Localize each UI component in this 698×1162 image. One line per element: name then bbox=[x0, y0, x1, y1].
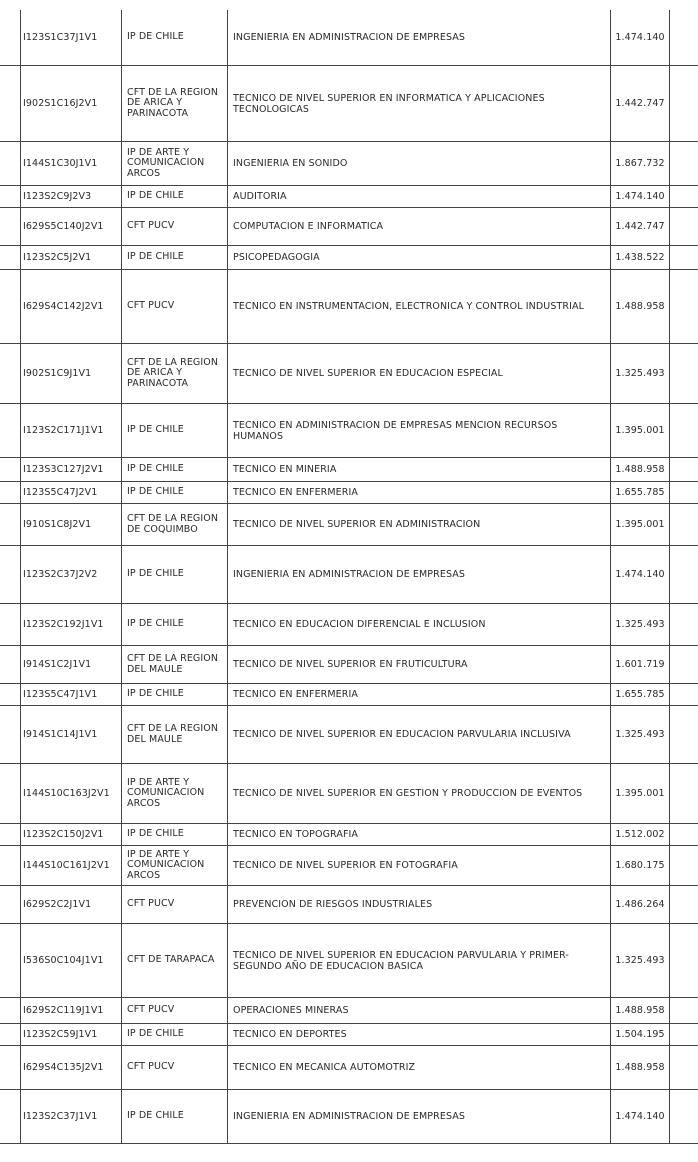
table-row bbox=[0, 764, 698, 824]
program-code: I914S1C2J1V1 bbox=[23, 659, 92, 670]
program-name: TECNICO DE NIVEL SUPERIOR EN FOTOGRAFIA bbox=[233, 860, 458, 871]
table-row bbox=[0, 706, 698, 764]
tuition-amount: 1.488.958 bbox=[615, 1005, 665, 1016]
program-code: I123S2C5J2V1 bbox=[23, 252, 92, 263]
tuition-amount: 1.325.493 bbox=[615, 955, 665, 966]
institution-name: IP DE CHILE bbox=[127, 486, 184, 498]
institution-name: CFT PUCV bbox=[127, 220, 175, 232]
program-code: I123S1C37J1V1 bbox=[23, 32, 98, 43]
table-row bbox=[0, 684, 698, 706]
tuition-amount: 1.474.140 bbox=[615, 191, 665, 202]
table-row bbox=[0, 208, 698, 246]
program-name: TECNICO DE NIVEL SUPERIOR EN GESTION Y PRODUCCION DE EVENTOS bbox=[233, 788, 583, 799]
tuition-amount: 1.504.195 bbox=[615, 1029, 665, 1040]
program-code: I629S4C142J2V1 bbox=[23, 301, 104, 312]
table-row bbox=[0, 10, 698, 66]
program-code: I629S2C2J1V1 bbox=[23, 899, 92, 910]
program-name: TECNICO EN ADMINISTRACION DE EMPRESAS MENCION RECURSOS HUMANOS bbox=[233, 419, 558, 442]
table-row bbox=[0, 998, 698, 1024]
institution-name: IP DE CHILE bbox=[127, 31, 184, 43]
institution-name: CFT DE LA REGION DEL MAULE bbox=[127, 723, 219, 745]
table-row bbox=[0, 646, 698, 684]
program-code: I629S4C135J2V1 bbox=[23, 1062, 104, 1073]
column-divider bbox=[610, 10, 611, 1144]
institution-name: IP DE CHILE bbox=[127, 1110, 184, 1122]
tuition-amount: 1.680.175 bbox=[615, 860, 665, 871]
program-name: TECNICO EN INSTRUMENTACION, ELECTRONICA Y CONTROL INDUSTRIAL bbox=[233, 301, 584, 312]
column-divider bbox=[227, 10, 228, 1144]
institution-name: CFT PUCV bbox=[127, 898, 175, 910]
program-name: TECNICO DE NIVEL SUPERIOR EN EDUCACION PARVULARIA INCLUSIVA bbox=[233, 729, 571, 740]
tuition-amount: 1.474.140 bbox=[615, 1111, 665, 1122]
tuition-amount: 1.325.493 bbox=[615, 619, 665, 630]
program-code: I123S3C127J2V1 bbox=[23, 464, 104, 475]
program-code: I144S10C163J2V1 bbox=[23, 788, 110, 799]
table-row bbox=[0, 404, 698, 458]
program-code: I910S1C8J2V1 bbox=[23, 519, 92, 530]
tuition-amount: 1.601.719 bbox=[615, 659, 665, 670]
institution-name: IP DE CHILE bbox=[127, 568, 184, 580]
tuition-amount: 1.325.493 bbox=[615, 729, 665, 740]
institution-name: CFT PUCV bbox=[127, 300, 175, 312]
institution-name: IP DE CHILE bbox=[127, 251, 184, 263]
program-code: I123S2C59J1V1 bbox=[23, 1029, 98, 1040]
tuition-amount: 1.442.747 bbox=[615, 98, 665, 109]
institution-name: CFT DE LA REGION DE COQUIMBO bbox=[127, 513, 219, 535]
table-row bbox=[0, 504, 698, 546]
program-name: INGENIERIA EN SONIDO bbox=[233, 158, 348, 169]
table-row bbox=[0, 344, 698, 404]
program-code: I902S1C16J2V1 bbox=[23, 98, 98, 109]
table-row bbox=[0, 924, 698, 998]
table-row bbox=[0, 604, 698, 646]
program-code: I144S10C161J2V1 bbox=[23, 860, 110, 871]
tuition-amount: 1.474.140 bbox=[615, 569, 665, 580]
institution-name: CFT PUCV bbox=[127, 1061, 175, 1073]
program-name: TECNICO EN MECANICA AUTOMOTRIZ bbox=[233, 1062, 416, 1073]
institution-name: IP DE ARTE Y COMUNICACION ARCOS bbox=[127, 776, 205, 809]
table-row bbox=[0, 1046, 698, 1090]
table-row bbox=[0, 886, 698, 924]
tuition-amount: 1.867.732 bbox=[615, 158, 665, 169]
program-code: I536S0C104J1V1 bbox=[23, 955, 104, 966]
table-row bbox=[0, 186, 698, 208]
institution-name: CFT DE LA REGION DEL MAULE bbox=[127, 653, 219, 675]
program-name: TECNICO DE NIVEL SUPERIOR EN EDUCACION PARVULARIA Y PRIMER-SEGUNDO AÑO DE EDUCACION BASICA bbox=[233, 949, 569, 972]
program-code: I144S1C30J1V1 bbox=[23, 158, 98, 169]
institution-name: CFT PUCV bbox=[127, 1004, 175, 1016]
institution-name: IP DE CHILE bbox=[127, 190, 184, 202]
tuition-amount: 1.655.785 bbox=[615, 689, 665, 700]
program-code: I123S2C192J1V1 bbox=[23, 619, 104, 630]
tuition-amount: 1.488.958 bbox=[615, 464, 665, 475]
column-divider bbox=[669, 10, 670, 1144]
institution-name: CFT DE TARAPACA bbox=[127, 954, 215, 966]
tuition-amount: 1.655.785 bbox=[615, 487, 665, 498]
institution-name: CFT DE LA REGION DE ARICA Y PARINACOTA bbox=[127, 356, 219, 389]
institution-name: IP DE CHILE bbox=[127, 688, 184, 700]
tuition-amount: 1.474.140 bbox=[615, 32, 665, 43]
program-code: I629S2C119J1V1 bbox=[23, 1005, 104, 1016]
tuition-amount: 1.325.493 bbox=[615, 368, 665, 379]
program-name: INGENIERIA EN ADMINISTRACION DE EMPRESAS bbox=[233, 32, 465, 43]
program-code: I123S2C150J2V1 bbox=[23, 829, 104, 840]
program-code: I123S2C9J2V3 bbox=[23, 191, 92, 202]
tuition-amount: 1.488.958 bbox=[615, 1062, 665, 1073]
program-name: INGENIERIA EN ADMINISTRACION DE EMPRESAS bbox=[233, 1111, 465, 1122]
table-row bbox=[0, 824, 698, 846]
program-name: TECNICO EN TOPOGRAFIA bbox=[233, 829, 359, 840]
table-row bbox=[0, 1024, 698, 1046]
tuition-amount: 1.395.001 bbox=[615, 788, 665, 799]
column-divider bbox=[20, 10, 21, 1144]
program-name: TECNICO DE NIVEL SUPERIOR EN ADMINISTRACION bbox=[233, 519, 481, 530]
tuition-amount: 1.395.001 bbox=[615, 519, 665, 530]
institution-name: IP DE CHILE bbox=[127, 618, 184, 630]
tuition-amount: 1.442.747 bbox=[615, 221, 665, 232]
tuition-amount: 1.486.264 bbox=[615, 899, 665, 910]
program-name: TECNICO EN MINERIA bbox=[233, 464, 337, 475]
program-code: I123S5C47J1V1 bbox=[23, 689, 98, 700]
tuition-amount: 1.488.958 bbox=[615, 301, 665, 312]
table-row bbox=[0, 1090, 698, 1144]
program-name: TECNICO EN EDUCACION DIFERENCIAL E INCLUSION bbox=[233, 619, 486, 630]
program-code: I123S2C37J1V1 bbox=[23, 1111, 98, 1122]
institution-name: IP DE ARTE Y COMUNICACION ARCOS bbox=[127, 146, 205, 179]
program-name: COMPUTACION E INFORMATICA bbox=[233, 221, 384, 232]
institution-name: IP DE CHILE bbox=[127, 828, 184, 840]
institution-name: IP DE ARTE Y COMUNICACION ARCOS bbox=[127, 848, 205, 881]
tuition-amount: 1.438.522 bbox=[615, 252, 665, 263]
program-code: I123S2C171J1V1 bbox=[23, 425, 104, 436]
program-name: PREVENCION DE RIESGOS INDUSTRIALES bbox=[233, 899, 433, 910]
institution-name: IP DE CHILE bbox=[127, 463, 184, 475]
table-row bbox=[0, 142, 698, 186]
program-name: AUDITORIA bbox=[233, 191, 287, 202]
program-code: I914S1C14J1V1 bbox=[23, 729, 98, 740]
tuition-amount: 1.512.002 bbox=[615, 829, 665, 840]
program-name: TECNICO DE NIVEL SUPERIOR EN INFORMATICA Y APLICACIONES TECNOLOGICAS bbox=[233, 92, 545, 115]
program-name: INGENIERIA EN ADMINISTRACION DE EMPRESAS bbox=[233, 569, 465, 580]
institution-name: IP DE CHILE bbox=[127, 424, 184, 436]
program-code: I123S2C37J2V2 bbox=[23, 569, 98, 580]
column-divider bbox=[121, 10, 122, 1144]
institution-name: IP DE CHILE bbox=[127, 1028, 184, 1040]
table-row bbox=[0, 246, 698, 270]
program-name: TECNICO DE NIVEL SUPERIOR EN EDUCACION ESPECIAL bbox=[233, 368, 503, 379]
program-name: OPERACIONES MINERAS bbox=[233, 1005, 349, 1016]
table-row bbox=[0, 482, 698, 504]
table-row bbox=[0, 846, 698, 886]
program-code: I629S5C140J2V1 bbox=[23, 221, 104, 232]
table-row bbox=[0, 66, 698, 142]
institution-name: CFT DE LA REGION DE ARICA Y PARINACOTA bbox=[127, 86, 219, 119]
program-code: I902S1C9J1V1 bbox=[23, 368, 92, 379]
tuition-amount: 1.395.001 bbox=[615, 425, 665, 436]
program-name: TECNICO EN DEPORTES bbox=[233, 1029, 347, 1040]
program-code: I123S5C47J2V1 bbox=[23, 487, 98, 498]
program-name: TECNICO EN ENFERMERIA bbox=[233, 487, 358, 498]
program-name: TECNICO EN ENFERMERIA bbox=[233, 689, 358, 700]
table-row bbox=[0, 546, 698, 604]
program-name: TECNICO DE NIVEL SUPERIOR EN FRUTICULTURA bbox=[233, 659, 468, 670]
table-row bbox=[0, 458, 698, 482]
table-row bbox=[0, 270, 698, 344]
program-name: PSICOPEDAGOGIA bbox=[233, 252, 320, 263]
